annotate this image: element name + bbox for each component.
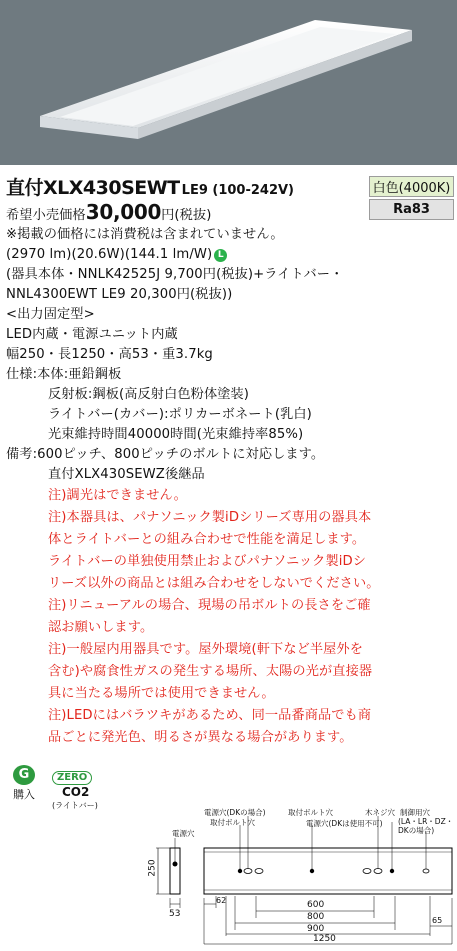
note-line: 品ごとに発光色、明るさが異なる場合があります。: [48, 730, 353, 745]
dim-900: 900: [307, 924, 325, 934]
green-g-icon: G: [13, 765, 35, 785]
note-line: 認お願いします。: [48, 620, 154, 635]
dim-600: 600: [307, 900, 325, 910]
dim-65: 65: [432, 916, 443, 925]
color-temperature-badge: 白色(4000K): [369, 176, 454, 197]
product-title: [6, 173, 294, 199]
note-line: 注)リニューアルの場合、現場の吊ボルトの長さをご確: [48, 598, 371, 613]
label-power-hole-dk: 電源穴(DKの場合): [204, 808, 266, 817]
dim-53: 53: [169, 909, 181, 919]
note-line: 注)一般屋内用器具です。屋外環境(軒下など半屋外を: [48, 642, 364, 657]
note-line: 注)本器具は、パナソニック製iDシリーズ専用の器具本: [48, 510, 372, 525]
label-control-hole: 制御用穴: [400, 808, 430, 817]
spec-body: 仕様:本体:亜鉛鋼板: [6, 367, 122, 382]
lightbar-label: (ライトバー): [52, 801, 98, 810]
note-line: ライトバーの単独使用禁止およびパナソニック製iDシ: [48, 554, 367, 569]
label-control-hole-cases: (LA・LR・DZ・DKの場合): [398, 817, 454, 835]
label-power-hole: 電源穴: [172, 829, 195, 838]
ra-badge: Ra83: [369, 199, 454, 220]
product-model: 直付XLX430SEWT: [6, 177, 180, 199]
note-line: 注)LEDにはバラツキがあるため、同一品番商品でも商: [48, 708, 372, 723]
l-mark-icon: L: [214, 249, 227, 262]
price-line: [6, 200, 212, 225]
led-line: LED内蔵・電源ユニット内蔵: [6, 327, 178, 342]
dim-1250: 1250: [313, 934, 336, 944]
performance-line: [6, 246, 227, 264]
tax-note: ※掲載の価格には消費税は含まれていません。: [6, 227, 284, 242]
product-photo: [0, 0, 457, 165]
remark-successor: 直付XLX430SEWZ後継品: [48, 467, 205, 482]
zero-label: ZERO: [52, 771, 92, 785]
label-power-hole-dk-unusable: 電源穴(DKは使用不可): [306, 819, 383, 828]
spec-lifetime: 光束維持時間40000時間(光束維持率85%): [48, 427, 304, 442]
performance-values: (2970 lm)(20.6W)(144.1 lm/W): [6, 247, 213, 262]
price-suffix: 円(税抜): [161, 208, 212, 223]
label-bolt-hole: 取付ボルト穴: [288, 808, 333, 817]
spec-reflector: 反射板:鋼板(高反射白色粉体塗装): [48, 387, 250, 402]
spec-lightbar: ライトバー(カバー):ポリカーボネート(乳白): [48, 407, 312, 422]
product-voltage: LE9 (100-242V): [181, 183, 295, 198]
set-line-2: NNL4300EWT LE9 20,300円(税抜)): [6, 287, 233, 302]
dimension-diagram: [130, 808, 455, 948]
note-line: リーズ以外の商品とは組み合わせをしないでください。: [48, 576, 380, 591]
dim-800: 800: [307, 912, 325, 922]
note-line: 体とライトバーとの組み合わせで性能を満足します。: [48, 532, 366, 547]
note-line: 具に当たる場所では使用できません。: [48, 686, 275, 701]
dimensions-line: 幅250・長1250・高53・重3.7kg: [6, 347, 213, 362]
output-type: <出力固定型>: [6, 307, 95, 322]
note-line: 含む)や腐食性ガスの発生する場所、太陽の光が直接器: [48, 664, 373, 679]
green-purchase-label: 購入: [13, 788, 35, 801]
dim-250: 250: [147, 859, 158, 877]
set-line-1: (器具本体・NNLK42525J 9,700円(税抜)+ライトバー・: [6, 267, 344, 282]
label-bolt-hole: 取付ボルト穴: [210, 818, 255, 827]
green-purchase-mark: [8, 765, 40, 799]
price-label: 希望小売価格: [6, 208, 86, 223]
price-amount: 30,000: [85, 200, 162, 224]
dim-62: 62: [216, 896, 227, 905]
remark-pitch: 備考:600ピッチ、800ピッチのボルトに対応します。: [6, 447, 325, 462]
zero-co2-mark: [52, 765, 112, 810]
note-line: 注)調光はできません。: [48, 488, 187, 503]
label-wood-screw-hole: 木ネジ穴: [365, 808, 395, 817]
co2-label: CO2: [62, 785, 90, 799]
